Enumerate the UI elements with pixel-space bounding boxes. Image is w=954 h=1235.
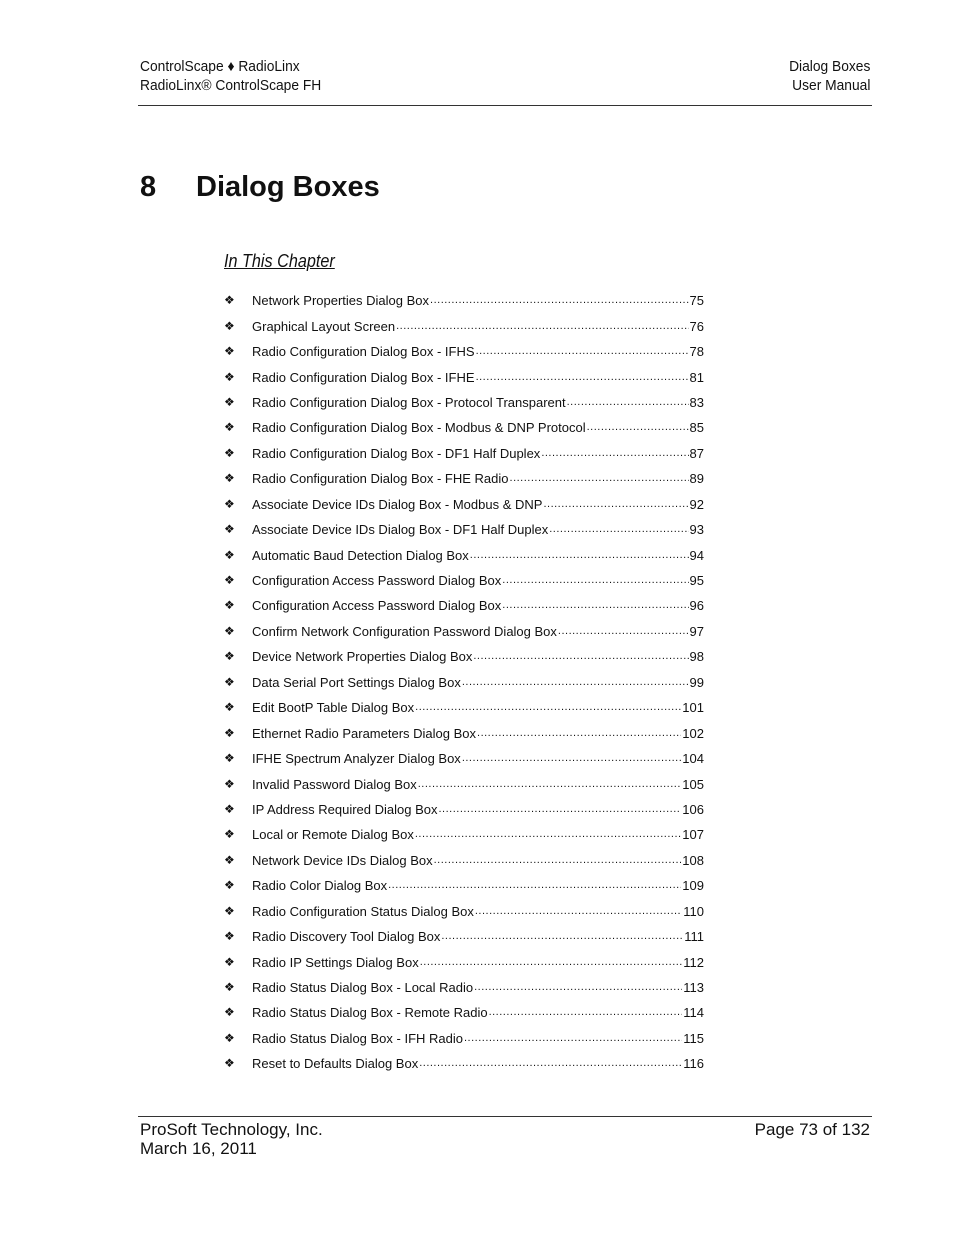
toc-entry-page: 112 (683, 954, 704, 970)
diamond-bullet-icon: ❖ (224, 903, 235, 918)
toc-entry[interactable] (224, 313, 704, 338)
toc-entry-page: 87 (689, 445, 704, 461)
toc-entry-title: Network Device IDs Dialog Box (252, 852, 433, 868)
toc-entry[interactable] (224, 1051, 704, 1076)
diamond-bullet-icon: ❖ (224, 573, 235, 588)
diamond-bullet-icon: ❖ (224, 598, 235, 613)
toc-dot-leader (549, 519, 688, 540)
toc-entry[interactable] (224, 542, 704, 567)
toc-entry-page: 76 (689, 318, 704, 334)
toc-entry-page: 104 (682, 751, 704, 767)
toc-entry-title: Configuration Access Password Dialog Box (252, 598, 502, 614)
toc-entry-title: Invalid Password Dialog Box (252, 776, 417, 792)
diamond-bullet-icon: ❖ (224, 827, 235, 842)
toc-dot-leader (510, 468, 689, 489)
toc-entry[interactable] (224, 390, 704, 415)
diamond-bullet-icon: ❖ (224, 801, 235, 816)
toc-entry-title: Device Network Properties Dialog Box (252, 649, 473, 665)
toc-entry-page: 99 (689, 674, 704, 690)
toc-entry-page: 113 (683, 980, 704, 996)
footer-page-number: Page 73 of 132 (754, 1120, 870, 1139)
toc-entry[interactable] (224, 822, 704, 847)
toc-entry-title: Associate Device IDs Dialog Box - Modbus & DNP (252, 496, 543, 512)
toc-entry[interactable] (224, 593, 704, 618)
toc-dot-leader (415, 824, 681, 845)
chapter-toc-list (224, 288, 704, 1077)
diamond-bullet-icon: ❖ (224, 420, 235, 435)
toc-entry-page: 115 (683, 1030, 704, 1046)
toc-entry-page: 105 (682, 776, 704, 792)
toc-entry-page: 109 (682, 878, 704, 894)
toc-entry[interactable] (224, 288, 704, 313)
toc-entry-title: Local or Remote Dialog Box (252, 827, 414, 843)
toc-entry-title: Ethernet Radio Parameters Dialog Box (252, 725, 477, 741)
toc-entry-title: Edit BootP Table Dialog Box (252, 700, 415, 716)
header-divider (138, 105, 872, 106)
toc-entry[interactable] (224, 873, 704, 898)
toc-entry[interactable] (224, 1026, 704, 1051)
toc-entry[interactable] (224, 695, 704, 720)
toc-entry[interactable] (224, 644, 704, 669)
toc-entry[interactable] (224, 924, 704, 949)
toc-entry[interactable] (224, 517, 704, 542)
toc-entry[interactable] (224, 899, 704, 924)
toc-entry-title: Radio Discovery Tool Dialog Box (252, 929, 441, 945)
diamond-bullet-icon: ❖ (224, 1056, 235, 1071)
diamond-bullet-icon: ❖ (224, 878, 235, 893)
chapter-number: 8 (140, 171, 157, 203)
toc-entry-title: Confirm Network Configuration Password Dialog Box (252, 623, 557, 639)
toc-dot-leader (419, 1053, 682, 1074)
toc-dot-leader (441, 926, 683, 947)
diamond-bullet-icon: ❖ (224, 496, 235, 511)
toc-entry-title: Radio Configuration Dialog Box - DF1 Half Duplex (252, 445, 541, 461)
toc-entry-page: 111 (684, 929, 704, 945)
toc-dot-leader (587, 417, 689, 438)
toc-entry[interactable] (224, 949, 704, 974)
toc-entry-title: Reset to Defaults Dialog Box (252, 1056, 419, 1072)
toc-entry-title: Radio Configuration Dialog Box - Modbus & DNP Protocol (252, 420, 586, 436)
toc-entry-page: 102 (682, 725, 704, 741)
page-header-right (789, 57, 870, 95)
toc-dot-leader (420, 952, 683, 973)
toc-dot-leader (434, 850, 682, 871)
header-document-type: User Manual (791, 77, 870, 94)
toc-entry[interactable] (224, 339, 704, 364)
toc-dot-leader (541, 443, 688, 464)
toc-dot-leader (396, 316, 688, 337)
diamond-bullet-icon: ❖ (224, 776, 235, 791)
toc-dot-leader (462, 748, 681, 769)
toc-entry-page: 106 (682, 801, 704, 817)
toc-dot-leader (388, 875, 681, 896)
toc-entry-title: Configuration Access Password Dialog Box (252, 573, 502, 589)
toc-entry-title: IFHE Spectrum Analyzer Dialog Box (252, 751, 461, 767)
toc-dot-leader (415, 697, 681, 718)
diamond-bullet-icon: ❖ (224, 369, 235, 384)
toc-entry-page: 95 (689, 573, 704, 589)
toc-dot-leader (489, 1002, 683, 1023)
footer-company: ProSoft Technology, Inc. (140, 1120, 323, 1139)
toc-dot-leader (476, 367, 689, 388)
toc-entry[interactable] (224, 720, 704, 745)
page-header-left (140, 57, 321, 95)
toc-entry-title: Radio Color Dialog Box (252, 878, 388, 894)
diamond-bullet-icon: ❖ (224, 852, 235, 867)
toc-entry[interactable] (224, 568, 704, 593)
diamond-bullet-icon: ❖ (224, 1005, 235, 1020)
toc-entry-title: Radio IP Settings Dialog Box (252, 954, 419, 970)
diamond-bullet-icon: ❖ (224, 547, 235, 562)
page-footer-right (755, 1120, 870, 1139)
toc-dot-leader (475, 901, 682, 922)
toc-entry-page: 85 (689, 420, 704, 436)
toc-entry-title: Radio Configuration Dialog Box - IFHS (252, 344, 475, 360)
header-product-line: ControlScape ♦ RadioLinx (140, 58, 300, 75)
diamond-bullet-icon: ❖ (224, 318, 235, 333)
toc-entry[interactable] (224, 415, 704, 440)
toc-entry[interactable] (224, 848, 704, 873)
diamond-bullet-icon: ❖ (224, 623, 235, 638)
toc-entry-page: 107 (682, 827, 704, 843)
toc-dot-leader (438, 799, 681, 820)
toc-dot-leader (477, 723, 681, 744)
toc-entry-title: Graphical Layout Screen (252, 318, 396, 334)
diamond-bullet-icon: ❖ (224, 445, 235, 460)
toc-dot-leader (473, 646, 688, 667)
toc-entry-title: Network Properties Dialog Box (252, 293, 430, 309)
toc-dot-leader (474, 977, 682, 998)
toc-entry-page: 92 (689, 496, 704, 512)
diamond-bullet-icon: ❖ (224, 980, 235, 995)
toc-entry[interactable] (224, 364, 704, 389)
toc-entry-page: 114 (683, 1005, 704, 1021)
toc-entry-page: 75 (689, 293, 704, 309)
toc-entry[interactable] (224, 492, 704, 517)
toc-dot-leader (502, 570, 688, 591)
toc-entry-page: 97 (689, 623, 704, 639)
toc-entry-title: Associate Device IDs Dialog Box - DF1 Half Duplex (252, 522, 549, 538)
toc-entry-title: Radio Configuration Status Dialog Box (252, 903, 474, 919)
diamond-bullet-icon: ❖ (224, 394, 235, 409)
toc-entry-title: Radio Status Dialog Box - IFH Radio (252, 1030, 463, 1046)
chapter-title: Dialog Boxes (196, 171, 380, 203)
diamond-bullet-icon: ❖ (224, 649, 235, 664)
toc-entry[interactable] (224, 975, 704, 1000)
toc-entry-page: 93 (689, 522, 704, 538)
toc-entry[interactable] (224, 797, 704, 822)
toc-entry-title: IP Address Required Dialog Box (252, 801, 438, 817)
page-footer-left (140, 1120, 323, 1158)
toc-entry-page: 89 (689, 471, 704, 487)
chapter-heading (140, 168, 380, 206)
toc-entry-page: 81 (689, 369, 704, 385)
toc-entry[interactable] (224, 1000, 704, 1025)
toc-entry-page: 78 (689, 344, 704, 360)
toc-entry[interactable] (224, 619, 704, 644)
toc-entry-page: 96 (689, 598, 704, 614)
toc-entry-page: 101 (682, 700, 704, 716)
diamond-bullet-icon: ❖ (224, 700, 235, 715)
toc-entry-title: Radio Configuration Dialog Box - FHE Radio (252, 471, 509, 487)
toc-dot-leader (470, 545, 689, 566)
toc-entry-page: 94 (689, 547, 704, 563)
toc-entry[interactable] (224, 466, 704, 491)
toc-dot-leader (567, 392, 689, 413)
toc-entry-page: 116 (683, 1056, 704, 1072)
diamond-bullet-icon: ❖ (224, 751, 235, 766)
in-this-chapter-heading: In This Chapter (224, 251, 335, 271)
header-product-name: RadioLinx® ControlScape FH (140, 77, 322, 94)
toc-dot-leader (462, 672, 689, 693)
toc-entry-page: 110 (683, 903, 704, 919)
toc-dot-leader (476, 341, 689, 362)
toc-entry-page: 83 (689, 394, 704, 410)
toc-entry-title: Automatic Baud Detection Dialog Box (252, 547, 469, 563)
toc-entry-page: 98 (689, 649, 704, 665)
diamond-bullet-icon: ❖ (224, 293, 235, 308)
diamond-bullet-icon: ❖ (224, 471, 235, 486)
toc-entry[interactable] (224, 441, 704, 466)
toc-dot-leader (430, 290, 689, 311)
toc-dot-leader (464, 1028, 682, 1049)
diamond-bullet-icon: ❖ (224, 522, 235, 537)
toc-dot-leader (543, 494, 688, 515)
toc-entry-title: Data Serial Port Settings Dialog Box (252, 674, 461, 690)
toc-entry[interactable] (224, 670, 704, 695)
diamond-bullet-icon: ❖ (224, 674, 235, 689)
diamond-bullet-icon: ❖ (224, 954, 235, 969)
diamond-bullet-icon: ❖ (224, 344, 235, 359)
toc-dot-leader (502, 595, 688, 616)
toc-dot-leader (418, 774, 682, 795)
toc-entry-title: Radio Status Dialog Box - Local Radio (252, 980, 474, 996)
toc-entry-title: Radio Status Dialog Box - Remote Radio (252, 1005, 488, 1021)
toc-entry-title: Radio Configuration Dialog Box - IFHE (252, 369, 475, 385)
header-section: Dialog Boxes (788, 58, 870, 75)
diamond-bullet-icon: ❖ (224, 725, 235, 740)
toc-entry[interactable] (224, 746, 704, 771)
toc-entry-page: 108 (682, 852, 704, 868)
toc-entry[interactable] (224, 771, 704, 796)
diamond-bullet-icon: ❖ (224, 929, 235, 944)
footer-divider (138, 1116, 872, 1117)
diamond-bullet-icon: ❖ (224, 1030, 235, 1045)
toc-dot-leader (558, 621, 689, 642)
toc-entry-title: Radio Configuration Dialog Box - Protocol Transparent (252, 394, 566, 410)
footer-date: March 16, 2011 (140, 1139, 257, 1158)
